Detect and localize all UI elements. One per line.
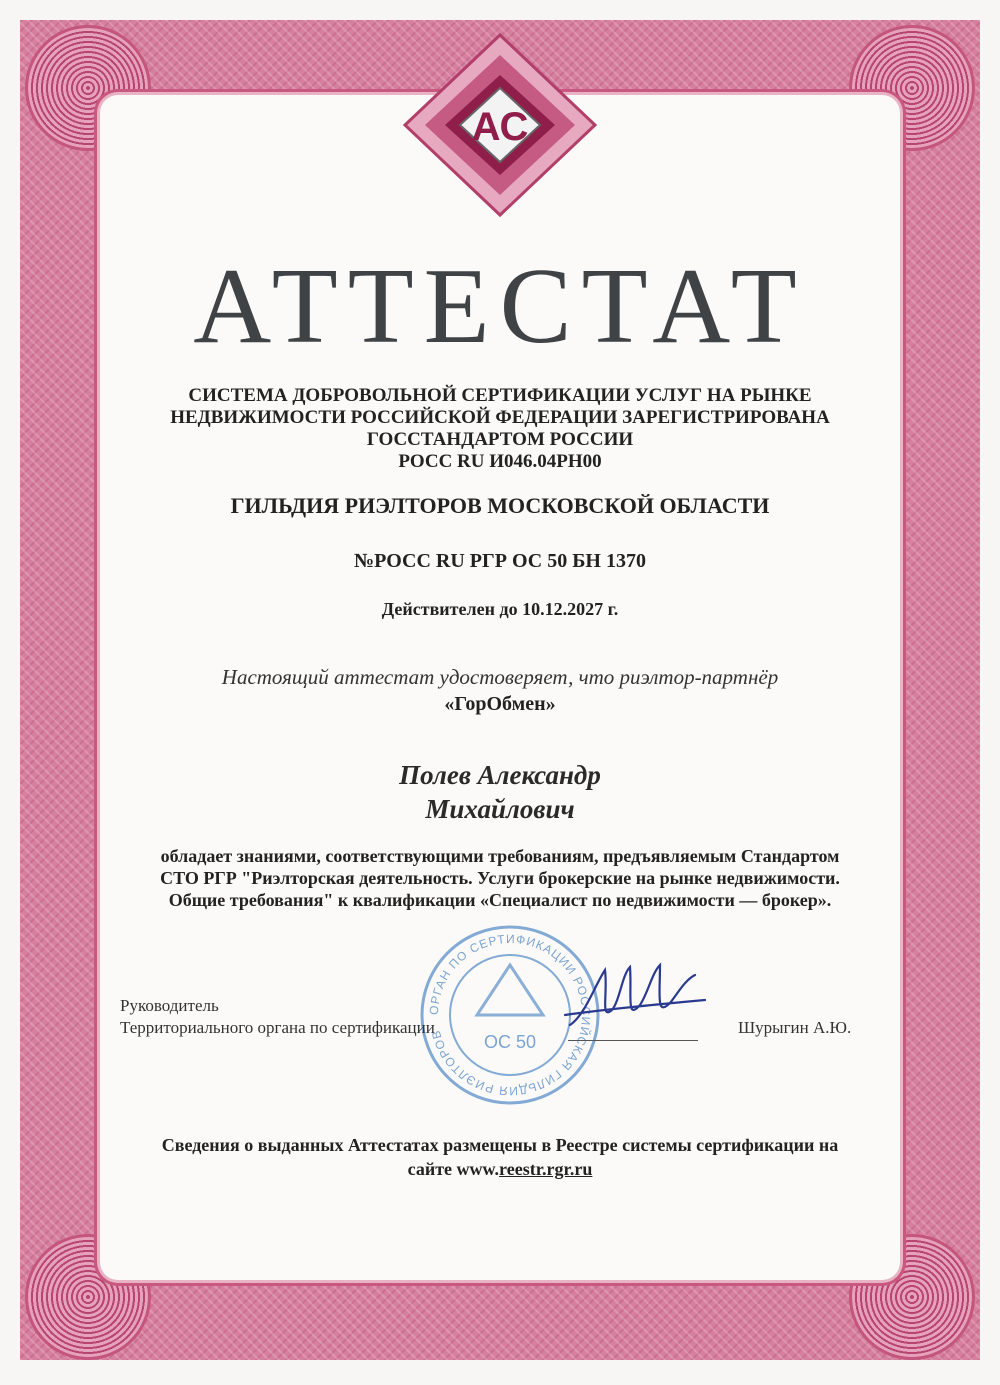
signer-name: Шурыгин А.Ю.	[738, 1018, 852, 1037]
qualification-line: обладает знаниями, соответствующими требованиям, предъявляемым Стандартом	[160, 846, 840, 866]
system-line: ГОССТАНДАРТОМ РОССИИ	[366, 429, 634, 450]
validity-date: Действителен до 10.12.2027 г.	[381, 599, 619, 619]
qualification-line: Общие требования" к квалификации «Специалист по недвижимости — брокер».	[168, 890, 832, 910]
signer-role	[120, 995, 435, 1039]
handwritten-signature	[560, 955, 710, 1040]
intro-statement: Настоящий аттестат удостоверяет, что риэлтор-партнёр	[221, 665, 779, 689]
system-line: СИСТЕМА ДОБРОВОЛЬНОЙ СЕРТИФИКАЦИИ УСЛУГ НА РЫНКЕ	[188, 385, 812, 406]
footer-prefix: сайте www.	[407, 1159, 500, 1179]
signature-line	[568, 1040, 698, 1041]
holder-name-line: Михайлович	[425, 794, 575, 824]
qualification-line: СТО РГР "Риэлторская деятельность. Услуги брокерские на рынке недвижимости.	[160, 868, 840, 888]
guild-name: ГИЛЬДИЯ РИЭЛТОРОВ МОСКОВСКОЙ ОБЛАСТИ	[230, 493, 770, 518]
holder-name-line: Полев Александр	[399, 760, 601, 790]
certificate-number: №РОСС RU РГР ОС 50 БН 1370	[354, 550, 646, 572]
qualification-statement	[115, 845, 885, 911]
partner-company: «ГорОбмен»	[444, 693, 556, 715]
certification-system-info	[0, 385, 1000, 473]
logo-monogram: АС	[471, 105, 529, 149]
certificate-title: АТТЕСТАТ	[193, 247, 807, 366]
signer-role-line: Руководитель	[120, 996, 219, 1015]
system-line: НЕДВИЖИМОСТИ РОССИЙСКОЙ ФЕДЕРАЦИИ ЗАРЕГИСТРИРОВАНА	[170, 407, 830, 428]
footer-line-2	[0, 1157, 1000, 1181]
signer-role-line: Территориального органа по сертификации	[120, 1018, 435, 1037]
holder-name	[0, 758, 1000, 826]
system-registration-number: РОСС RU И046.04РН00	[398, 451, 602, 472]
guild-logo	[400, 30, 600, 220]
registry-footer	[0, 1133, 1000, 1181]
registry-link[interactable]: reestr.rgr.ru	[499, 1159, 593, 1179]
footer-line: Сведения о выданных Аттестатах размещены в Реестре системы сертификации на	[161, 1135, 839, 1155]
stamp-ring-text: ОРГАН ПО СЕРТИФИКАЦИИ РОССИЙСКАЯ ГИЛЬДИЯ РИЭЛТОРОВ	[426, 931, 594, 1099]
stamp-center-text: ОС 50	[483, 1032, 537, 1052]
